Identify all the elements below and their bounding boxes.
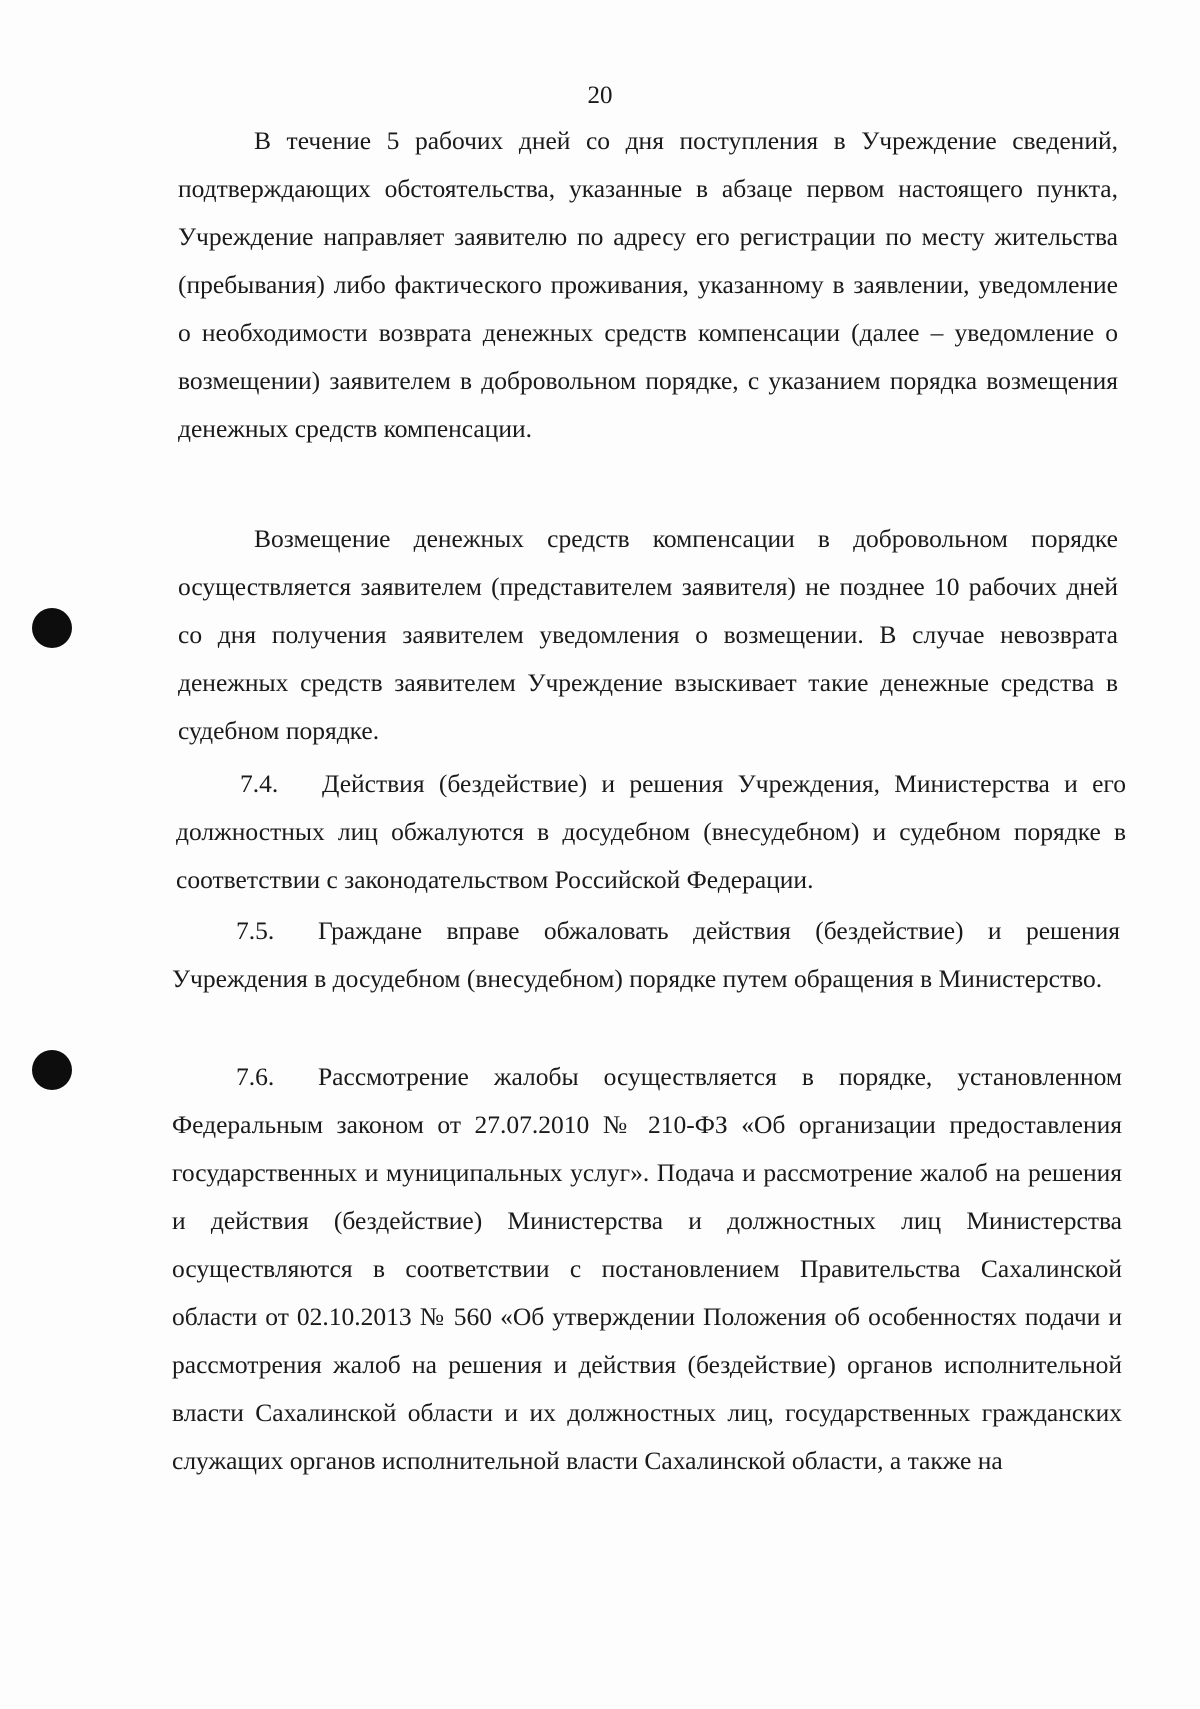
clause-number: 7.4. — [240, 769, 279, 798]
binder-hole-icon — [32, 608, 72, 648]
paragraph-body — [172, 1053, 1122, 1485]
paragraph-body — [172, 907, 1120, 1003]
paragraph-7-4 — [176, 760, 1126, 904]
paragraph-text: Действия (бездействие) и решения Учреждения, Министерства и его должностных лиц обжалуются в досудебном (внесудебном) и судебном порядке в соответствии с законодательством Российской Федерации. — [176, 769, 1126, 894]
paragraph-text: Возмещение денежных средств компенсации в добровольном порядке осуществляется заявителем (представителем заявителя) не позднее 10 рабочих дней со дня получения заявителем уведомления о возмещении. В случае невозврата денежных средств заявителем Учреждение взыскивает такие денежные средства в судебном порядке. — [178, 524, 1118, 745]
paragraph-text: Рассмотрение жалобы осуществляется в порядке, установленном Федеральным законом от 27.07.2010 № 210-ФЗ «Об организации предоставления государственных и муниципальных услуг». Подача и рассмотрение жалоб на решения и действия (бездействие) Министерства и должностных лиц Министерства осуществляются в соответствии с постановлением Правительства Сахалинской области от 02.10.2013 № 560 «Об утверждении Положения об особенностях подачи и рассмотрения жалоб на решения и действия (бездействие) органов исполнительной власти Сахалинской области и их должностных лиц, государственных гражданских служащих органов исполнительной власти Сахалинской области, а также на — [172, 1062, 1122, 1475]
paragraph-body — [176, 760, 1126, 904]
paragraph-text: В течение 5 рабочих дней со дня поступления в Учреждение сведений, подтверждающих обстоятельства, указанные в абзаце первом настоящего пункта, Учреждение направляет заявителю по адресу его регистрации по месту жительства (пребывания) либо фактического проживания, указанному в заявлении, уведомление о необходимости возврата денежных средств компенсации (далее – уведомление о возмещении) заявителем в добровольном порядке, с указанием порядка возмещения денежных средств компенсации. — [178, 126, 1118, 443]
clause-number: 7.5. — [236, 916, 275, 945]
paragraph-text: Граждане вправе обжаловать действия (бездействие) и решения Учреждения в досудебном (внесудебном) порядке путем обращения в Министерство. — [172, 916, 1120, 993]
clause-number: 7.6. — [236, 1062, 275, 1091]
page-number: 20 — [587, 82, 613, 109]
paragraph-7-6 — [172, 1053, 1122, 1485]
paragraph-7-5 — [172, 907, 1120, 1003]
paragraph — [178, 515, 1118, 755]
binder-hole-icon — [32, 1050, 72, 1090]
paragraph — [178, 117, 1118, 453]
